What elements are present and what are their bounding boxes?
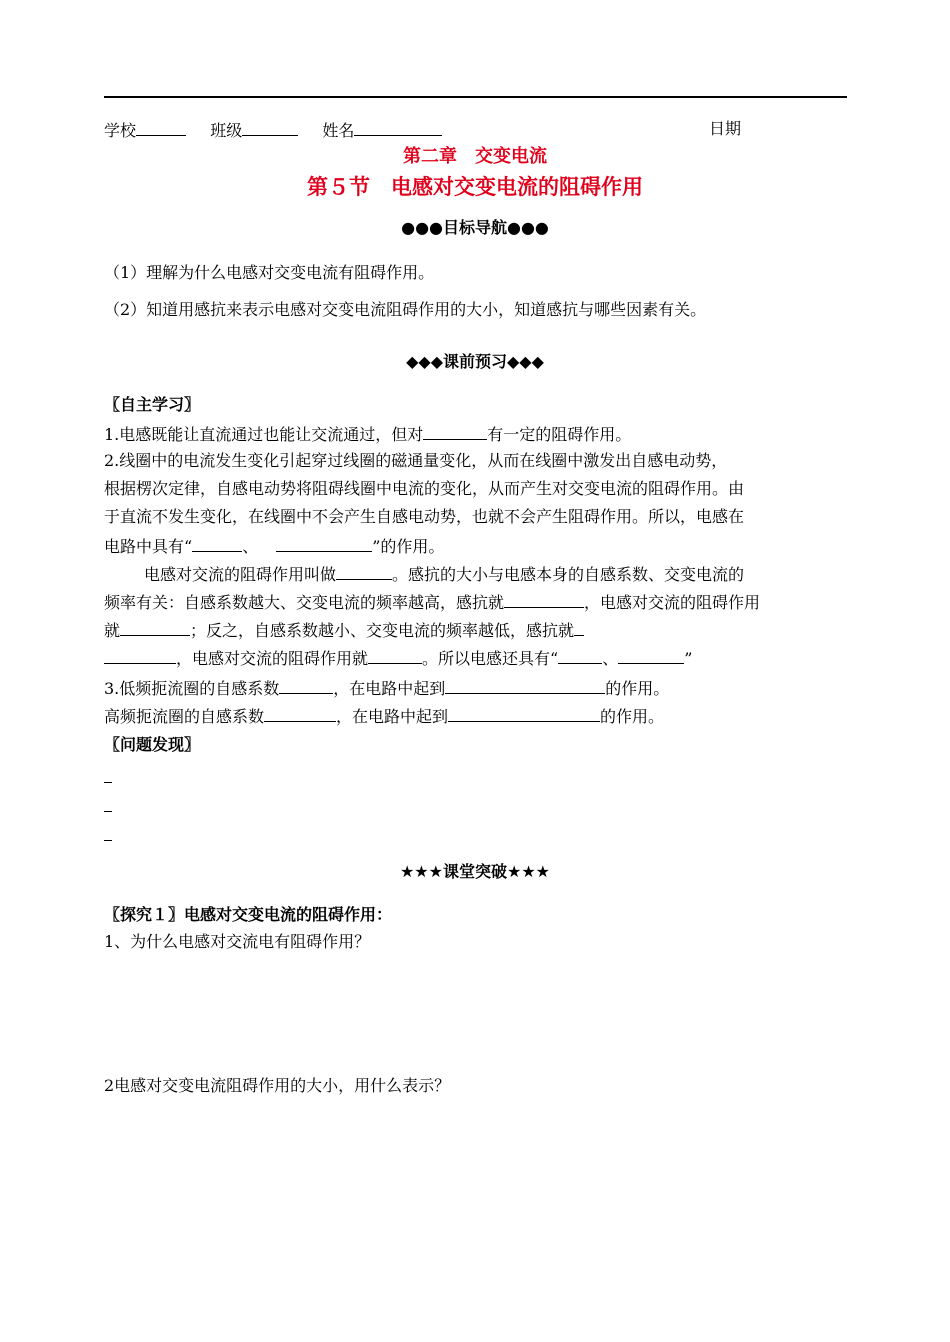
goal-item-1: （1）理解为什么电感对交变电流有阻碍作用。 [104,263,435,282]
answer-blank[interactable] [504,591,584,608]
answer-blank[interactable] [423,423,487,440]
class-blank[interactable] [242,119,298,136]
problem-blank-2[interactable] [104,795,112,812]
question-3-line-2: 高频扼流圈的自感系数 ，在电路中起到 的作用。 [104,707,665,726]
question-1: 1.电感既能让直流通过也能让交流通过，但对 有一定的阻碍作用。 [104,425,632,444]
answer-blank[interactable] [558,647,602,664]
answer-blank[interactable] [120,619,190,636]
date-label: 日期 [709,119,742,138]
explore-question-2: 2电感对交变电流阻碍作用的大小，用什么表示？ [104,1076,451,1095]
header-info-line [104,119,442,141]
goal-item-2: （2）知道用感抗来表示电感对交变电流阻碍作用的大小，知道感抗与哪些因素有关。 [104,300,707,319]
paragraph-3-line-3: 就 ；反之，自感系数越小、交变电流的频率越低，感抗就 [104,619,584,641]
paragraph-2-line-1: 2.线圈中的电流发生变化引起穿过线圈的磁通量变化，从而在线圈中激发出自感电动势， [104,451,728,470]
answer-blank[interactable] [279,677,333,694]
question-3-line-1: 3.低频扼流圈的自感系数 ，在电路中起到 的作用。 [104,679,670,698]
class-label: 班级 [210,121,243,140]
problem-blank-1[interactable] [104,766,112,783]
paragraph-3-line-4: ，电感对交流的阻碍作用就 。所以电感还具有“ 、 ” [104,647,692,669]
paragraph-2-line-2: 根据楞次定律，自感电动势将阻碍线圈中电流的变化，从而产生对交变电流的阻碍作用。由 [104,479,745,498]
classroom-heading: ★★★课堂突破★★★ [399,862,551,881]
paragraph-2-line-3: 于直流不发生变化，在线圈中不会产生自感电动势，也就不会产生阻碍作用。所以，电感在 [104,507,745,526]
preview-heading: ◆◆◆课前预习◆◆◆ [406,352,544,371]
name-blank[interactable] [354,119,442,136]
answer-blank[interactable] [368,647,422,664]
paragraph-2-line-4: 电路中具有“ 、 ”的作用。 [104,537,445,556]
goals-heading: ●●●目标导航●●● [401,218,549,237]
answer-blank[interactable] [448,705,600,722]
answer-blank[interactable] [264,705,336,722]
explore-1-label: 〖探究１〗电感对交变电流的阻碍作用： [104,905,393,924]
chapter-title: 第二章 交变电流 [403,146,547,167]
answer-blank[interactable] [104,647,176,664]
self-study-label: 〖自主学习〗 [104,395,201,414]
answer-blank[interactable] [618,647,684,664]
name-label: 姓名 [322,121,355,140]
answer-blank[interactable] [336,563,392,580]
explore-question-1: 1、为什么电感对交流电有阻碍作用？ [104,932,371,951]
paragraph-3-line-2: 频率有关：自感系数越大、交变电流的频率越高，感抗就 ，电感对交流的阻碍作用 [104,593,761,612]
answer-blank[interactable] [276,535,372,552]
answer-blank[interactable] [445,677,605,694]
school-blank[interactable] [136,119,186,136]
school-label: 学校 [104,121,137,140]
paragraph-3-line-1: 电感对交流的阻碍作用叫做 。感抗的大小与电感本身的自感系数、交变电流的 [144,565,745,584]
answer-blank[interactable] [192,535,242,552]
answer-blank[interactable] [574,619,584,636]
problem-blank-3[interactable] [104,824,112,841]
problem-label: 〖问题发现〗 [104,735,201,754]
section-title: 第５节 电感对交变电流的阻碍作用 [307,175,643,199]
header-rule [104,96,847,98]
